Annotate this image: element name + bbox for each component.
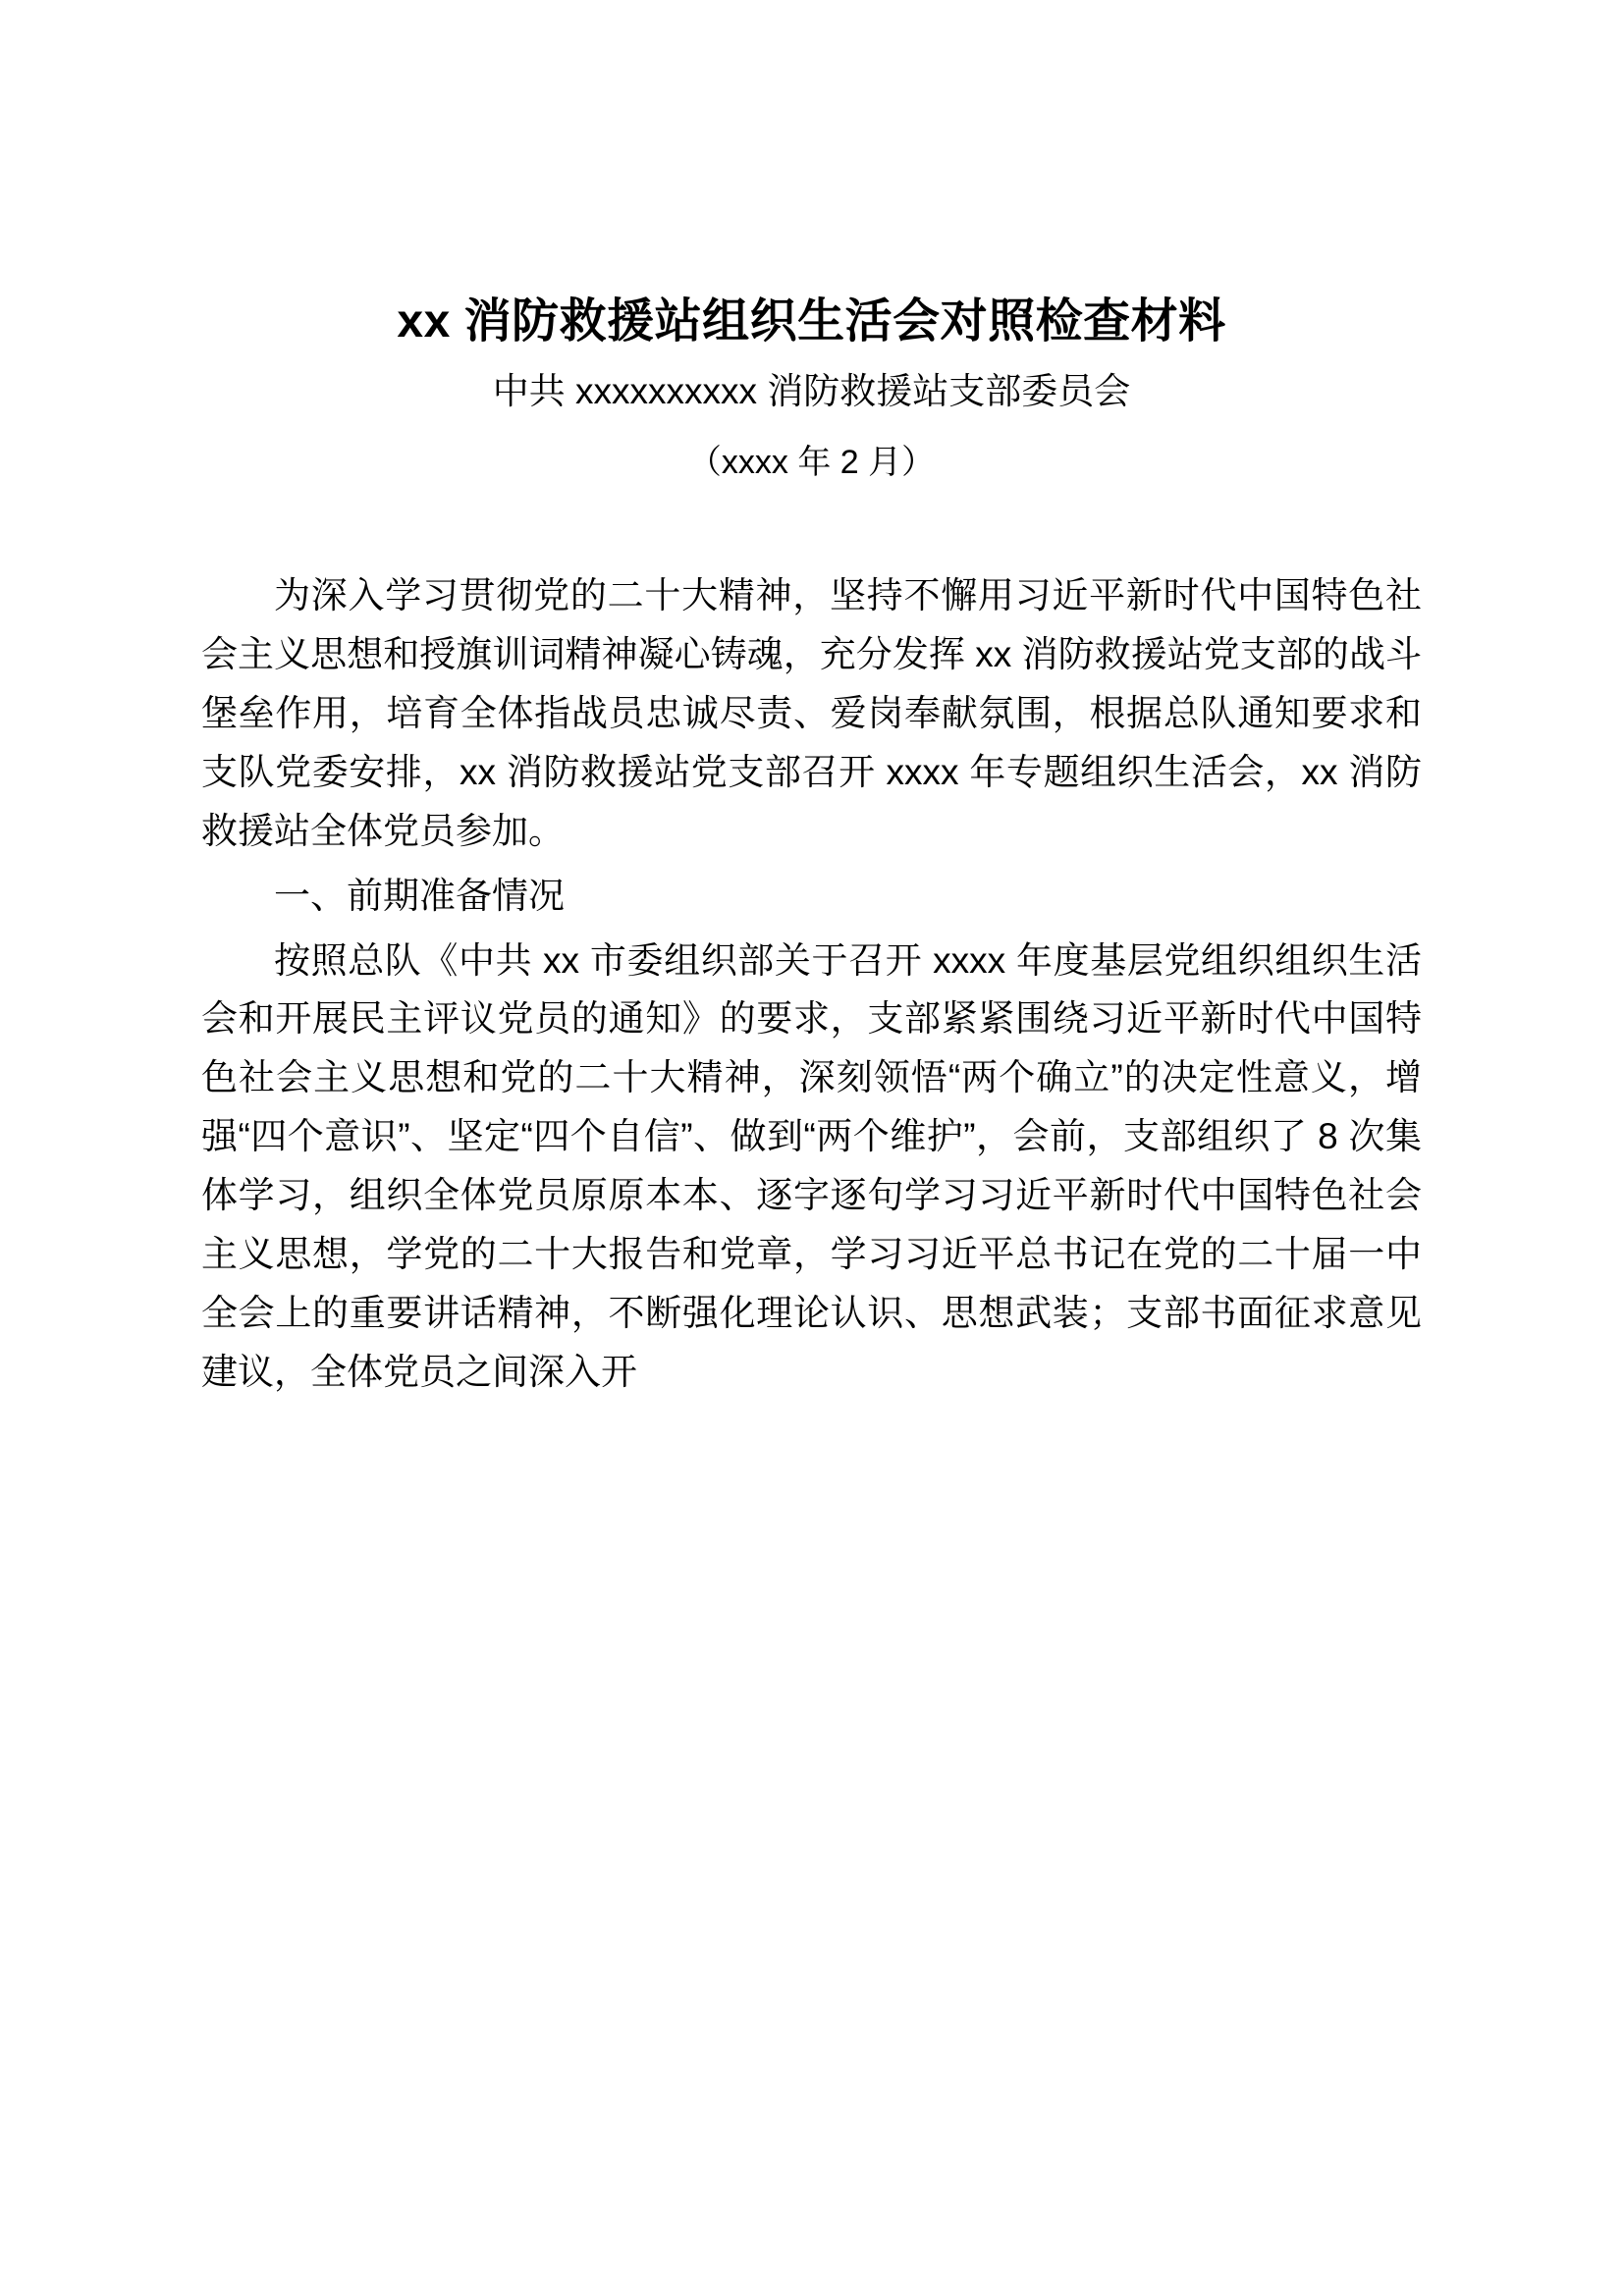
document-body — [201, 566, 1422, 1402]
section-heading-1: 一、前期准备情况 — [274, 875, 565, 916]
preparation-paragraph: 按照总队《中共 xx 市委组织部关于召开 xxxx 年度基层党组织组织生活会和开展民主评议党员的通知》的要求，支部紧紧围绕习近平新时代中国特色社会主义思想和党的二十大精神，深刻领悟“两个确立”的决定性意义，增强“四个意识”、坚定“四个自信”、做到“两个维护”，会前，支部组织了 8 次集体学习，组织全体党员原原本本、逐字逐句学习习近平新时代中国特色社会主义思想，学党的二十大报告和党章，学习习近平总书记在党的二十届一中全会上的重要讲话精神，不断强化理论认识、思想武装；支部书面征求意见建议，全体党员之间深入开 — [201, 939, 1422, 1393]
document-date: （xxxx 年 2 月） — [687, 443, 936, 481]
page-title: xx 消防救援站组织生活会对照检查材料 — [397, 295, 1226, 347]
document-subtitle: 中共 xxxxxxxxxx 消防救援站支部委员会 — [492, 370, 1131, 411]
intro-paragraph: 为深入学习贯彻党的二十大精神，坚持不懈用习近平新时代中国特色社会主义思想和授旗训词精神凝心铸魂，充分发挥 xx 消防救援站党支部的战斗堡垒作用，培育全体指战员忠诚尽责、爱岗奉献氛围，根据总队通知要求和支队党委安排，xx 消防救援站党支部召开 xxxx 年专题组织生活会，xx 消防救援站全体党员参加。 — [201, 574, 1422, 851]
